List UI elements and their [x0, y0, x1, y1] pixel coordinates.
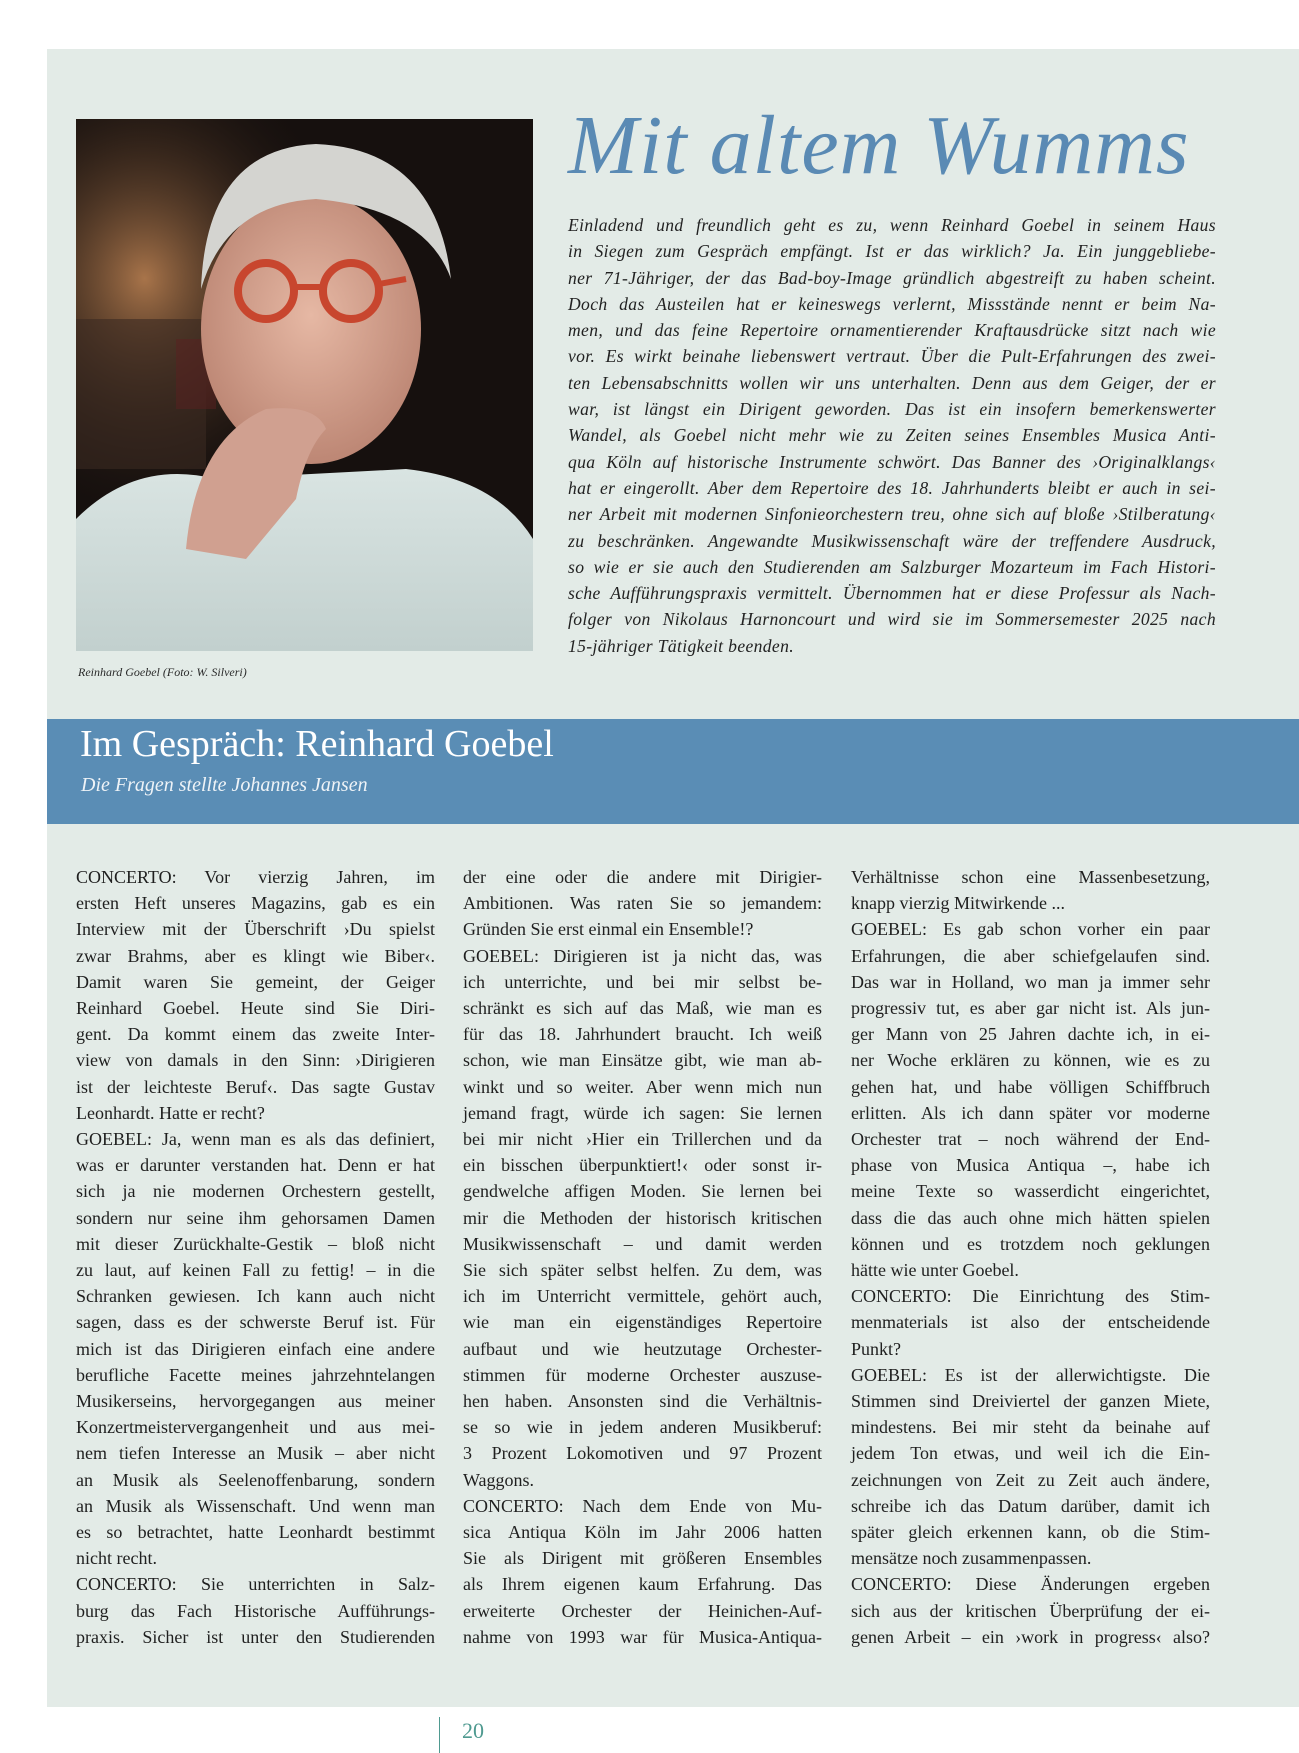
- interview-line: Damit waren Sie gemeint, der Geiger: [76, 971, 435, 992]
- interview-line: jedem Ton etwas, und weil ich die Ein-: [851, 1443, 1210, 1464]
- interview-line: ersten Heft unseres Magazins, gab es ein: [76, 893, 435, 914]
- interview-line: Interview mit der Überschrift ›Du spielst: [76, 919, 435, 940]
- interview-line: ich unterrichte, und bei mir selbst be-: [463, 971, 822, 992]
- interview-line: stimmen für moderne Orchester auszuse-: [463, 1364, 822, 1385]
- intro-line: vor. Es wirkt beinahe liebenswert vertraut. Über die Pult-Erfahrungen des zwei-: [568, 346, 1216, 367]
- interview-line: Sie als Dirigent mit größeren Ensembles: [463, 1548, 822, 1569]
- interview-line: nem tiefen Interesse an Musik – aber nicht: [76, 1443, 435, 1464]
- intro-line: so wie er sie auch den Studierenden am Salzburger Mozarteum im Fach Histori-: [568, 556, 1216, 577]
- interview-line: Punkt?: [851, 1338, 902, 1359]
- intro-line: folger von Nikolaus Harnoncourt und wird sie im Sommersemester 2025 nach: [568, 609, 1216, 630]
- interview-column-3: [851, 864, 1210, 1650]
- interview-line: mich ist das Dirigieren einfach eine andere: [76, 1338, 435, 1359]
- interview-line: schreibe ich das Datum darüber, damit ich: [851, 1495, 1210, 1516]
- interview-line: CONCERTO: Nach dem Ende von Mu-: [463, 1495, 822, 1516]
- interview-line: gehen hat, und habe völligen Schiffbruch: [851, 1076, 1210, 1097]
- interview-line: progressiv tut, es aber gar nicht ist. Als jun-: [851, 998, 1210, 1019]
- interview-line: sondern nur seine ihm gehorsamen Damen: [76, 1207, 435, 1228]
- intro-line: ten Lebensabschnitts wollen wir uns unterhalten. Denn aus dem Geiger, der er: [568, 372, 1216, 393]
- intro-line: in Siegen zum Gespräch empfängt. Ist er das wirklich? Ja. Ein junggebliebe-: [568, 241, 1216, 262]
- intro-line: Einladend und freundlich geht es zu, wenn Reinhard Goebel in seinem Haus: [568, 215, 1216, 235]
- interview-line: Reinhard Goebel. Heute sind Sie Diri-: [76, 998, 435, 1019]
- interview-line: als Ihrem eigenen kaum Erfahrung. Das: [463, 1574, 822, 1595]
- interview-line: Stimmen sind Dreiviertel der ganzen Miete,: [851, 1391, 1210, 1412]
- interview-line: dass die das auch ohne mich hätten spielen: [851, 1207, 1210, 1228]
- intro-line: men, und das feine Repertoire ornamentierender Kraftausdrücke sitzt nach wie: [568, 320, 1216, 341]
- portrait-photo: [76, 119, 533, 651]
- interview-line: sagen, dass es der schwerste Beruf ist. Für: [76, 1312, 435, 1333]
- interview-line: wie man ein eigenständiges Repertoire: [463, 1312, 822, 1333]
- interview-line: CONCERTO: Die Einrichtung des Stim-: [851, 1286, 1210, 1307]
- interview-line: berufliche Facette meines jahrzehntelangen: [76, 1364, 435, 1385]
- interview-line: phase von Musica Antiqua –, habe ich: [851, 1155, 1210, 1176]
- interview-line: GOEBEL: Ja, wenn man es als das definiert,: [76, 1129, 435, 1150]
- interview-line: hen haben. Ansonsten sind die Verhältnis-: [463, 1391, 822, 1412]
- interview-line: winkt und so weiter. Aber wenn mich nun: [463, 1076, 822, 1097]
- interview-line: Schranken gewiesen. Ich kann auch nicht: [76, 1286, 435, 1307]
- interview-line: se so wie in jedem anderen Musikberuf:: [463, 1417, 822, 1438]
- interview-line: praxis. Sicher ist unter den Studierenden: [76, 1626, 435, 1647]
- interview-line: menmaterials ist also der entscheidende: [851, 1312, 1210, 1333]
- interview-line: mit dieser Zurückhalte-Gestik – bloß nicht: [76, 1233, 435, 1254]
- intro-line: zu beschränken. Angewandte Musikwissenschaft wäre der treffendere Ausdruck,: [568, 530, 1216, 551]
- interview-line: für das 18. Jahrhundert braucht. Ich weiß: [463, 1024, 822, 1045]
- interview-line: mindestens. Bei mir steht da beinahe auf: [851, 1417, 1210, 1438]
- interview-line: CONCERTO: Vor vierzig Jahren, im: [76, 867, 435, 887]
- interview-line: erlitten. Als ich dann später vor moderne: [851, 1102, 1210, 1123]
- interview-line: view von damals in den Sinn: ›Dirigieren: [76, 1050, 435, 1071]
- interview-line: ner Woche erklären zu können, wie es zu: [851, 1050, 1210, 1071]
- interview-line: können und es trotzdem noch geklungen: [851, 1233, 1210, 1254]
- intro-line: Doch das Austeilen hat er keineswegs verlernt, Missstände nennt er beim Na-: [568, 293, 1216, 314]
- page-number: 20: [462, 1718, 484, 1743]
- intro-line: 15-jähriger Tätigkeit beenden.: [568, 635, 794, 656]
- interview-line: 3 Prozent Lokomotiven und 97 Prozent: [463, 1443, 822, 1464]
- portrait-image: [76, 119, 533, 651]
- interview-line: an Musik als Seelenoffenbarung, sondern: [76, 1469, 435, 1490]
- footer-divider: [439, 1717, 440, 1753]
- interview-line: es so betrachtet, hatte Leonhardt bestimmt: [76, 1522, 435, 1543]
- interview-line: zwar Brahms, aber es klingt wie Biber‹.: [76, 945, 435, 966]
- interview-line: Verhältnisse schon eine Massenbesetzung,: [851, 867, 1210, 887]
- interview-column-2: [463, 864, 822, 1650]
- interview-line: Das war in Holland, wo man ja immer sehr: [851, 971, 1210, 992]
- interview-line: GOEBEL: Dirigieren ist ja nicht das, was: [463, 945, 822, 966]
- interview-line: mensätze noch zusammenpassen.: [851, 1548, 1092, 1569]
- interview-line: schränkt es sich auf das Maß, wie man es: [463, 998, 822, 1019]
- interview-line: nicht recht.: [76, 1548, 157, 1569]
- interview-line: erweiterte Orchester der Heinichen-Auf-: [463, 1600, 822, 1621]
- interview-line: zu laut, auf keinen Fall zu fettig! – in die: [76, 1260, 435, 1281]
- section-title: Im Gespräch: Reinhard Goebel: [80, 723, 554, 765]
- interview-line: Musikerseins, hervorgegangen aus meiner: [76, 1391, 435, 1412]
- interview-line: zeichnungen von Zeit zu Zeit auch ändere,: [851, 1469, 1210, 1490]
- interview-line: ich im Unterricht vermittele, gehört auch,: [463, 1286, 822, 1307]
- interview-line: Waggons.: [463, 1469, 535, 1490]
- intro-line: ner 71-Jähriger, der das Bad-boy-Image gründlich abgestreift zu haben scheint.: [568, 267, 1216, 288]
- interview-line: Erfahrungen, die aber schiefgelaufen sind.: [851, 945, 1210, 966]
- interview-line: Leonhardt. Hatte er recht?: [76, 1102, 265, 1123]
- interview-line: gent. Da kommt einem das zweite Inter-: [76, 1024, 435, 1045]
- interview-line: CONCERTO: Diese Änderungen ergeben: [851, 1574, 1210, 1595]
- interview-line: burg das Fach Historische Aufführungs-: [76, 1600, 435, 1621]
- interview-line: mir die Methoden der historisch kritischen: [463, 1207, 822, 1228]
- interview-line: Konzertmeistervergangenheit und aus mei-: [76, 1417, 435, 1438]
- interview-line: sica Antiqua Köln im Jahr 2006 hatten: [463, 1522, 822, 1543]
- interview-line: GOEBEL: Es gab schon vorher ein paar: [851, 919, 1210, 940]
- intro-line: war, ist längst ein Dirigent geworden. Das ist ein insofern bemerkenswerter: [568, 399, 1216, 420]
- interview-line: der eine oder die andere mit Dirigier-: [463, 867, 822, 887]
- interview-line: sich aus der kritischen Überprüfung der ei-: [851, 1600, 1210, 1621]
- interview-line: bei mir nicht ›Hier ein Trillerchen und da: [463, 1129, 822, 1150]
- intro-line: qua Köln auf historische Instrumente schwört. Das Banner des ›Originalklangs‹: [568, 451, 1216, 472]
- interview-line: genen Arbeit – ein ›work in progress‹ also?: [851, 1626, 1210, 1647]
- interview-line: später gleich erkennen kann, ob die Stim-: [851, 1522, 1210, 1543]
- interview-line: meine Texte so wasserdicht eingerichtet,: [851, 1181, 1210, 1202]
- interview-line: ist der leichteste Beruf‹. Das sagte Gustav: [76, 1076, 435, 1097]
- interview-line: Gründen Sie erst einmal ein Ensemble!?: [463, 919, 754, 940]
- interview-line: schon, wie man Einsätze gibt, wie man ab-: [463, 1050, 822, 1071]
- interview-line: sich ja nie modernen Orchestern gestellt,: [76, 1181, 435, 1202]
- interview-line: Sie sich später selbst helfen. Zu dem, was: [463, 1260, 822, 1281]
- interview-line: Musikwissenschaft – und damit werden: [463, 1233, 822, 1254]
- interview-line: aufbaut und wie heutzutage Orchester-: [463, 1338, 822, 1359]
- interview-line: gendwelche affigen Moden. Sie lernen bei: [463, 1181, 822, 1202]
- intro-line: ner Arbeit mit modernen Sinfonieorchestern treu, ohne sich auf bloße ›Stilberatung‹: [568, 504, 1216, 525]
- interview-line: CONCERTO: Sie unterrichten in Salz-: [76, 1574, 435, 1595]
- interview-line: GOEBEL: Es ist der allerwichtigste. Die: [851, 1364, 1210, 1385]
- interview-line: was er darunter verstanden hat. Denn er hat: [76, 1155, 435, 1176]
- interview-line: ein bisschen überpunktiert!‹ oder sonst ir-: [463, 1155, 822, 1176]
- interview-line: jemand fragt, würde ich sagen: Sie lernen: [463, 1102, 822, 1123]
- interview-line: Ambitionen. Was raten Sie so jemandem:: [463, 893, 822, 914]
- intro-paragraph: [568, 212, 1216, 659]
- interview-line: hätte wie unter Goebel.: [851, 1260, 1019, 1281]
- headline: Mit altem Wumms: [568, 99, 1190, 192]
- interview-line: ger Mann von 25 Jahren dachte ich, in ei-: [851, 1024, 1210, 1045]
- intro-line: hat er eingerollt. Aber dem Repertoire des 18. Jahrhunderts bleibt er auch in sei-: [568, 477, 1216, 498]
- photo-caption: Reinhard Goebel (Foto: W. Silveri): [78, 665, 247, 679]
- interview-line: Orchester trat – noch während der End-: [851, 1129, 1210, 1150]
- interview-line: nahme von 1993 war für Musica-Antiqua-: [463, 1626, 822, 1647]
- section-byline: Die Fragen stellte Johannes Jansen: [81, 774, 368, 796]
- interview-column-1: [76, 864, 435, 1650]
- interview-line: an Musik als Wissenschaft. Und wenn man: [76, 1495, 435, 1516]
- intro-line: sche Aufführungspraxis vermittelt. Übernommen hat er diese Professur als Nach-: [568, 583, 1216, 604]
- intro-line: Wandel, als Goebel nicht mehr wie zu Zeiten seines Ensembles Musica Anti-: [568, 425, 1216, 446]
- interview-line: knapp vierzig Mitwirkende ...: [851, 893, 1065, 914]
